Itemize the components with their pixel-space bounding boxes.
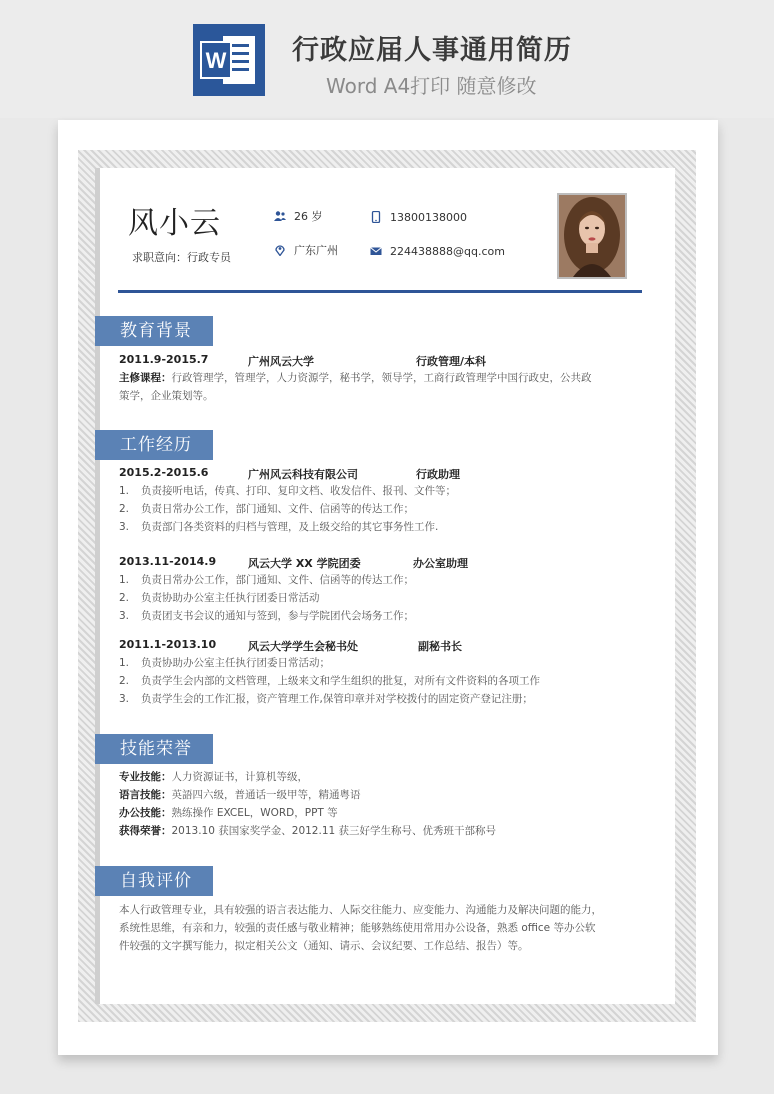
list-item: 语言技能：英語四六级，普通话一级甲等，精通粤语: [119, 789, 361, 801]
job-intent: 求职意向：行政专员: [132, 251, 231, 264]
header-divider: [118, 290, 642, 293]
education-date: 2011.9-2015.7: [119, 353, 209, 366]
job-org: 风云大学学生会秘书处: [248, 640, 358, 653]
list-item: 获得荣誉：2013.10 获国家奖学金、2012.11 获三好学生称号、优秀班干部称号: [119, 825, 497, 837]
job-role: 副秘书长: [418, 640, 462, 653]
candidate-name: 风小云: [128, 206, 221, 241]
education-school: 广州风云大学: [248, 355, 314, 368]
phone-icon: [370, 211, 382, 223]
job-duties: [119, 482, 456, 536]
email-info: [370, 245, 505, 258]
self-eval-line: 系统性思维，有亲和力，较强的责任感与敬业精神；能够熟练使用常用办公设备，熟悉 office 等办公软: [119, 922, 596, 934]
word-icon: [193, 24, 265, 96]
education-courses: [119, 369, 592, 405]
list-item: 1. 负责日常办公工作，部门通知、文件、信函等的传达工作；: [119, 574, 414, 586]
location-pin-icon: [274, 244, 286, 256]
job-role: 行政助理: [416, 468, 460, 481]
self-eval-text: [119, 901, 602, 955]
job-duties: [119, 654, 540, 708]
courses-line-1: 行政管理学，管理学，人力资源学，秘书学，领导学，工商行政管理学中国行政史，公共政: [171, 372, 592, 384]
page-title: 行政应届人事通用简历: [292, 35, 572, 66]
list-item: 1. 负责协助办公室主任执行团委日常活动；: [119, 657, 330, 669]
list-item: 办公技能：熟练操作 EXCEL，WORD，PPT 等: [119, 807, 338, 819]
job-org: 广州风云科技有限公司: [248, 468, 358, 481]
education-section-title: 教育背景: [95, 316, 213, 346]
age-value: 26 岁: [294, 210, 323, 223]
job-date: 2013.11-2014.9: [119, 555, 217, 568]
email-value: 224438888@qq.com: [390, 245, 505, 258]
list-item: 2. 负责学生会内部的文档管理，上级来文和学生组织的批复，对所有文件资料的各项工作: [119, 675, 540, 687]
education-major: 行政管理/本科: [416, 355, 487, 368]
courses-line-2: 策学，企业策划等。: [119, 390, 214, 402]
envelope-icon: [370, 245, 382, 257]
phone-info: [370, 211, 467, 224]
skills-list: [119, 768, 496, 840]
job-date: 2011.1-2013.10: [119, 638, 217, 651]
profile-photo: [557, 193, 627, 279]
page-header: [0, 0, 774, 118]
job-date: 2015.2-2015.6: [119, 466, 209, 479]
skills-section-title: 技能荣誉: [95, 734, 213, 764]
svg-text:W: W: [205, 48, 227, 73]
list-item: 2. 负责协助办公室主任执行团委日常活动: [119, 592, 320, 604]
portrait-image: [559, 195, 625, 277]
work-section-title: 工作经历: [95, 430, 213, 460]
phone-value: 13800138000: [390, 211, 467, 224]
self-eval-line: 本人行政管理专业，具有较强的语言表达能力、人际交往能力、应变能力、沟通能力及解决问题的能力，: [119, 904, 602, 916]
job-org: 风云大学 XX 学院团委: [248, 557, 361, 570]
courses-label: 主修课程：: [119, 372, 172, 384]
list-item: 专业技能：人力资源证书，计算机等级，: [119, 771, 308, 783]
job-duties: [119, 571, 414, 625]
list-item: 3. 负责学生会的工作汇报，资产管理工作,保管印章并对学校拨付的固定资产登记注册；: [119, 693, 533, 705]
job-role: 办公室助理: [413, 557, 468, 570]
list-item: 2. 负责日常办公工作，部门通知、文件、信函等的传达工作；: [119, 503, 414, 515]
list-item: 3. 负责部门各类资料的归档与管理，及上级交给的其它事务性工作.: [119, 521, 439, 533]
page-subtitle: Word A4打印 随意修改: [326, 74, 537, 98]
list-item: 1. 负责接听电话，传真、打印、复印文档、收发信件、报刊、文件等；: [119, 485, 456, 497]
list-item: 3. 负责团支书会议的通知与签到，参与学院团代会场务工作；: [119, 610, 414, 622]
user-icon: [274, 210, 286, 222]
self-eval-line: 件较强的文字撰写能力，拟定相关公文（通知、请示、会议纪要、工作总结、报告）等。: [119, 940, 529, 952]
location-value: 广东广州: [294, 244, 338, 257]
location-info: [274, 242, 338, 258]
age-info: [274, 208, 323, 224]
self-eval-section-title: 自我评价: [95, 866, 213, 896]
